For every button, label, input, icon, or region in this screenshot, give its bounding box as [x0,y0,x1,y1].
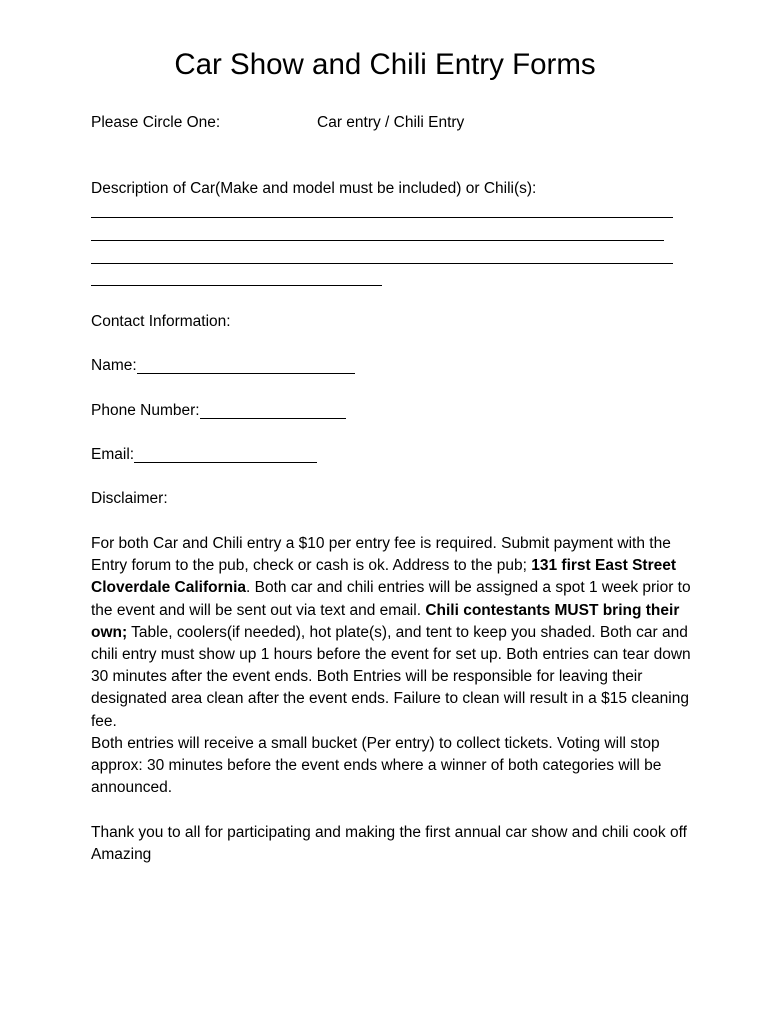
page-title: Car Show and Chili Entry Forms [174,48,596,81]
phone-blank-line[interactable] [200,401,346,419]
phone-field [91,400,346,422]
description-line-2[interactable] [91,240,664,241]
thank-you-text: Thank you to all for participating and making the first annual car show and chili cook off Amazing [91,824,687,864]
disclaimer-rules-text: Table, coolers(if needed), hot plate(s), and tent to keep you shaded. Both car and chili entry must show up 1 hours before the event for set up. Both entries can tear down 30 minutes after the event ends. Both Entries will be responsible for leaving their designated area clean after the event ends. Failure to clean will result in a $15 cleaning fee. [91,623,691,730]
phone-label: Phone Number: [91,402,200,419]
name-blank-line[interactable] [137,356,355,374]
disclaimer-text [91,533,691,799]
email-label: Email: [91,446,135,463]
entry-type-options: Car entry / Chili Entry [317,114,465,131]
description-label: Description of Car(Make and model must be included) or Chili(s): [91,180,537,197]
disclaimer-spot-text: . Both car and chili entries will be assigned a spot 1 week prior to the event and will be sent out via text and email. [91,579,691,619]
email-blank-line[interactable] [134,445,317,463]
disclaimer-fee-text: For both Car and Chili entry a $10 per entry fee is required. Submit payment with the Entry forum to the pub, check or cash is ok. Address to the pub; [91,535,671,575]
email-field [91,444,317,466]
name-label: Name: [91,357,137,374]
description-line-3[interactable] [91,263,673,264]
chili-requirement-notice: Chili contestants MUST bring their own; [91,601,680,641]
description-line-1[interactable] [91,217,673,218]
contact-heading: Contact Information: [91,313,231,330]
pub-address: 131 first East Street Cloverdale California [91,557,677,597]
voting-text: Both entries will receive a small bucket (Per entry) to collect tickets. Voting will stop approx: 30 minutes before the event ends where a winner of both categories will be announced. [91,734,662,797]
disclaimer-heading: Disclaimer: [91,490,168,507]
description-line-4[interactable] [91,285,382,286]
name-field [91,355,355,377]
circle-one-label: Please Circle One: [91,114,221,131]
